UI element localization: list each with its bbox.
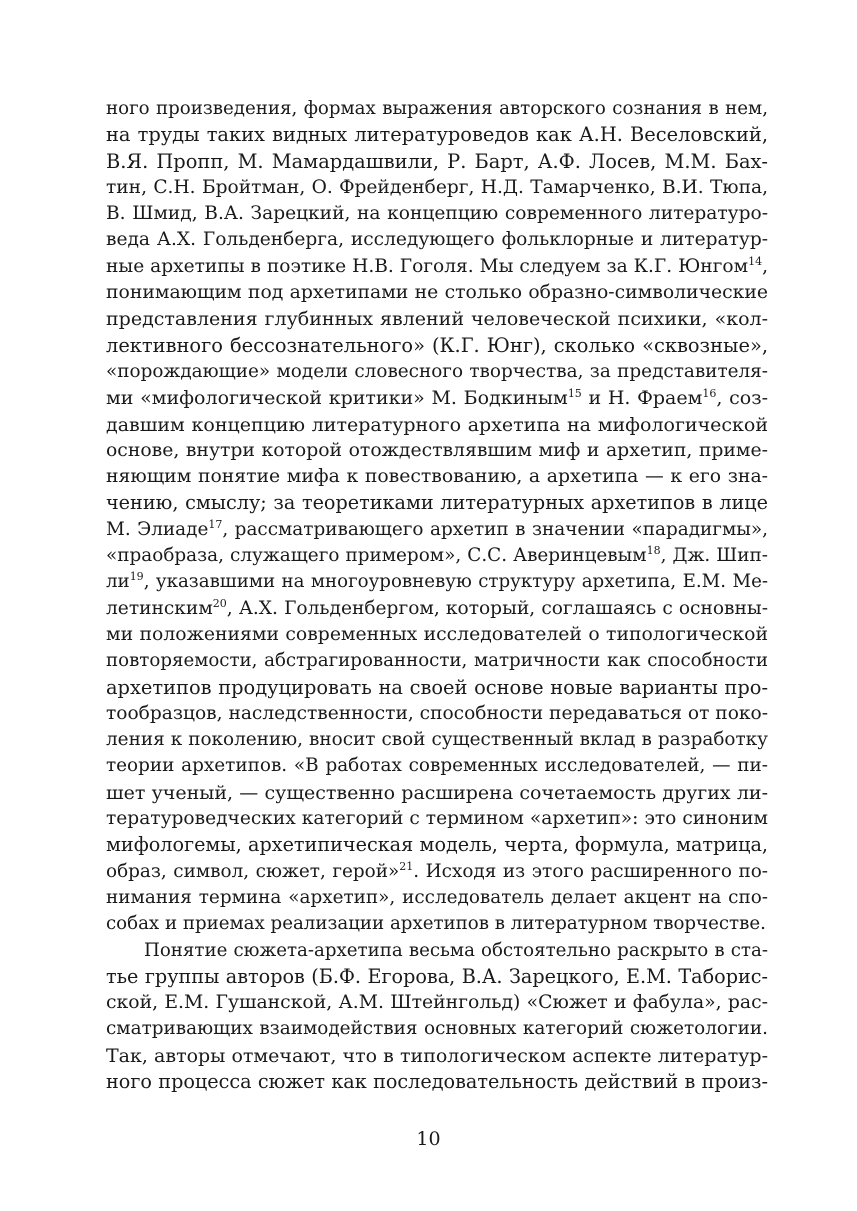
text-line: шет ученый, — существенно расширена сочетаемость других ли- xyxy=(106,781,768,804)
footnote-ref-17: 17 xyxy=(208,517,223,531)
text-line: повторяемости, абстрагированности, матричности как способности xyxy=(106,650,768,672)
body-text xyxy=(106,96,768,1095)
line-text: , рассматривающего архетип в значении «парадигмы», xyxy=(222,518,768,540)
text-line: ного произведения, формах выражения авторского сознания в нем, xyxy=(106,98,768,119)
text-line: тературоведческих категорий с термином «архетип»: это синоним xyxy=(106,808,768,830)
text-line: давшим концепцию литературного архетипа на мифологической xyxy=(106,413,768,436)
text-line: архетипов продуцировать на своей основе новые варианты про- xyxy=(106,675,768,699)
line-text: ми «мифологической критики» М. Бодкиным xyxy=(106,387,568,410)
text-line xyxy=(106,517,768,543)
text-line: веда А.Х. Гольденберга, исследующего фольклорные и литератур- xyxy=(106,229,768,251)
text-line: В. Шмид, В.А. Зарецкий, на концепцию современного литературо- xyxy=(106,203,768,225)
text-line: тообразцов, наследственности, способности передаваться от поко- xyxy=(106,702,768,724)
text-line: теории архетипов. «В работах современных исследователей, — пи- xyxy=(106,755,768,777)
line-text: . Исходя из этого расширенного по- xyxy=(413,860,768,882)
paragraph-2 xyxy=(106,938,768,1096)
text-line: основе, внутри которой отождествлявшим миф и архетип, приме- xyxy=(106,439,768,461)
line-text: летинским xyxy=(106,597,213,619)
text-line xyxy=(106,543,768,569)
text-line xyxy=(106,569,768,595)
text-line: чению, смыслу; за теоретиками литературных архетипов в лице xyxy=(106,491,768,515)
line-text: ли xyxy=(106,571,130,593)
footnote-ref-14: 14 xyxy=(748,254,763,268)
line-text: М. Элиаде xyxy=(106,518,209,540)
text-line: мифологемы, архетипическая модель, черта, формула, матрица, xyxy=(106,833,768,857)
text-line xyxy=(106,385,768,411)
text-line: тин, С.Н. Бройтман, О. Фрейденберг, Н.Д. Тамарченко, В.И. Тюпа, xyxy=(106,176,768,198)
text-line: няющим понятие мифа к повествованию, а архетипа — к его зна- xyxy=(106,466,768,488)
line-text: , А.Х. Гольденбергом, который, соглашаясь с основны- xyxy=(226,597,768,619)
footnote-ref-21: 21 xyxy=(399,859,414,873)
text-line: ные архетипы в поэтике Н.В. Гоголя. Мы следуем за К.Г. Юнгом$^{14}$, xyxy=(106,254,768,277)
paragraph-1 xyxy=(106,96,768,938)
line-text: и Н. Фраем xyxy=(581,387,703,410)
footnote-ref-20: 20 xyxy=(212,596,227,610)
footnote-ref-18: 18 xyxy=(646,544,661,558)
text-line: Понятие сюжета-архетипа весьма обстоятельно раскрыто в ста- xyxy=(144,939,768,961)
text-line xyxy=(106,859,768,885)
line-text: , Дж. Шип- xyxy=(660,545,769,567)
page-number: 10 xyxy=(416,1128,441,1150)
text-line: тье группы авторов (Б.Ф. Егорова, В.А. Зарецкого, Е.М. Таборис- xyxy=(106,964,768,988)
footnote-ref-16: 16 xyxy=(702,387,717,401)
text-line xyxy=(106,596,768,622)
text-line: собах и приемах реализации архетипов в литературном творчестве. xyxy=(106,913,766,935)
line-text: , указавшими на многоуровневую структуру архетипа, Е.М. Ме- xyxy=(143,571,768,593)
footnote-ref-19: 19 xyxy=(129,570,144,584)
text-line: ления к поколению, вносит свой существенный вклад в разработку xyxy=(106,729,768,751)
text-line: ми положениями современных исследователей о типологической xyxy=(106,623,768,645)
text-line: «порождающие» модели словесного творчества, за представителя- xyxy=(106,360,768,382)
line-text: ные архетипы в поэтике Н.В. Гоголя. Мы следуем за К.Г. Юнгом xyxy=(106,255,749,277)
text-line: лективного бессознательного» (К.Г. Юнг), сколько «сквозные», xyxy=(106,333,768,357)
footnote-ref-15: 15 xyxy=(567,387,582,401)
line-text: , соз- xyxy=(716,387,768,410)
text-line: представления глубинных явлений человеческой психики, «кол- xyxy=(106,308,768,331)
text-line: на труды таких видных литературоведов как А.Н. Веселовский, xyxy=(106,123,768,147)
text-line: ской, Е.М. Гушанской, А.М. Штейнгольд) «Сюжет и фабула», рас- xyxy=(106,992,768,1014)
line-text: образ, символ, сюжет, герой» xyxy=(106,860,400,882)
text-line: Так, авторы отмечают, что в типологическом аспекте литератур- xyxy=(106,1044,768,1067)
text-line: В.Я. Пропп, М. Мамардашвили, Р. Барт, А.Ф. Лосев, М.М. Бах- xyxy=(106,149,768,173)
text-line: понимающим под архетипами не столько образно-символические xyxy=(106,282,768,304)
text-line: нимания термина «архетип», исследователь делает акцент на спо- xyxy=(106,886,768,908)
text-line: сматривающих взаимодействия основных категорий сюжетологии. xyxy=(106,1018,768,1040)
text-line: ного процесса сюжет как последовательность действий в произ- xyxy=(106,1069,768,1093)
line-text: «праобраза, служащего примером», С.С. Аверинцевым xyxy=(106,545,647,567)
